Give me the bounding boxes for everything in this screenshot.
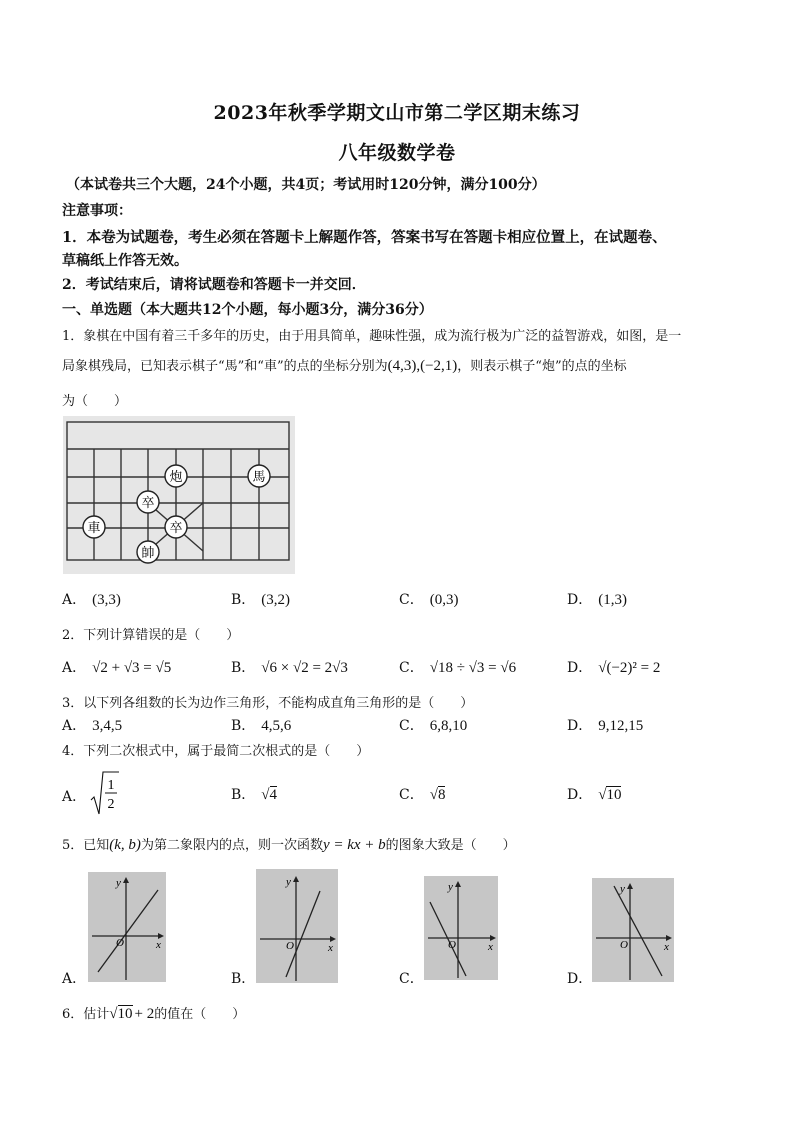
q1-option-a[interactable]	[62, 589, 121, 609]
option-label: B．	[231, 660, 256, 676]
axis-y-label: y	[286, 876, 291, 888]
option-value: 10	[606, 787, 622, 803]
q5-stem-b: 为第二象限内的点，则一次函数	[140, 838, 323, 853]
q1-option-b[interactable]	[231, 589, 290, 609]
q5-stem-c: 的图象大致是（ ）	[385, 838, 516, 853]
q1-stem-line-3: 为（ ）	[62, 394, 128, 409]
piece-zu-2-label: 卒	[169, 521, 183, 536]
q5-stem-a: 5．已知	[62, 838, 110, 853]
q1-option-d[interactable]	[567, 589, 627, 609]
q5-option-d[interactable]	[567, 968, 592, 988]
q6-stem-c: 的值在（ ）	[154, 1007, 246, 1022]
q2-stem: 2．下列计算错误的是（ ）	[62, 628, 240, 643]
option-value: √18 ÷ √3 = √6	[429, 660, 517, 676]
origin-label: O	[286, 940, 294, 952]
option-value: √(−2)² = 2	[598, 660, 661, 676]
option-label: A．	[62, 971, 87, 987]
chess-piece-zu-2	[165, 516, 187, 538]
option-value: 4	[269, 787, 278, 803]
graph-option-c	[424, 876, 498, 980]
q1-coordinates: (4,3),(−2,1)	[387, 358, 458, 374]
axis-x-label: x	[488, 941, 493, 953]
option-value: 9,12,15	[598, 718, 644, 734]
origin-label: O	[116, 937, 124, 949]
piece-zu-1-label: 卒	[141, 496, 155, 511]
option-value: (3,3)	[92, 592, 121, 608]
axis-x-label: x	[664, 941, 669, 953]
option-value: (3,2)	[261, 592, 291, 608]
option-label: C．	[399, 660, 424, 676]
q2-option-a[interactable]	[62, 657, 171, 677]
q3-option-b[interactable]	[231, 715, 291, 735]
graph-option-b	[256, 869, 338, 983]
piece-ma-label: 馬	[252, 470, 266, 485]
option-label: B．	[231, 971, 256, 987]
chess-piece-ju	[83, 516, 105, 538]
piece-ju-label: 車	[87, 521, 101, 536]
q1-option-c[interactable]	[399, 589, 458, 609]
option-label: D．	[567, 787, 593, 803]
q1-stem-text-b: ，则表示棋子“炮”的点的坐标	[457, 359, 627, 374]
option-label: A．	[62, 660, 87, 676]
sqrt-sign: √	[429, 787, 438, 803]
q6-radicand: 10	[117, 1006, 133, 1022]
axis-x-label: x	[328, 942, 333, 954]
exam-title: 2023年秋季学期文山市第二学区期末练习	[213, 102, 581, 124]
option-value: √2 + √3 = √5	[92, 660, 172, 676]
note-1-line-1: 1．本卷为试题卷，考生必须在答题卡上解题作答，答案书写在答题卡相应位置上，在试题卷、	[62, 229, 667, 246]
q5-option-b[interactable]	[231, 968, 255, 988]
q5-option-a[interactable]	[62, 968, 86, 988]
q3-option-c[interactable]	[399, 715, 467, 735]
option-label: B．	[231, 592, 256, 608]
option-label: A．	[62, 592, 87, 608]
q6-stem-a: 6．估计	[62, 1007, 110, 1022]
piece-pao-label: 炮	[169, 470, 183, 485]
option-label: A．	[62, 718, 87, 734]
option-label: D．	[567, 592, 593, 608]
graph-option-d	[592, 878, 674, 982]
sqrt-sign: √	[109, 1006, 118, 1022]
option-label: D．	[567, 971, 593, 987]
notes-heading: 注意事项：	[62, 203, 132, 219]
option-label: D．	[567, 660, 593, 676]
option-label: C．	[399, 787, 424, 803]
chess-piece-shuai	[137, 541, 159, 563]
q4-stem: 4．下列二次根式中，属于最简二次根式的是（ ）	[62, 744, 370, 759]
q6-stem	[62, 1003, 245, 1023]
q5-stem	[62, 834, 516, 854]
option-value: 3,4,5	[92, 718, 123, 734]
option-label: C．	[399, 592, 424, 608]
radical-fraction	[90, 770, 120, 816]
origin-label: O	[620, 939, 628, 951]
sqrt-sign: √	[598, 787, 607, 803]
note-1-line-2: 草稿纸上作答无效。	[62, 253, 188, 269]
origin-label: O	[448, 939, 456, 951]
axis-y-label: y	[116, 877, 121, 889]
option-label: B．	[231, 787, 256, 803]
option-label: D．	[567, 718, 593, 734]
q5-function: y = kx + b	[322, 837, 386, 853]
option-label: A．	[62, 789, 87, 805]
note-2: 2．考试结束后，请将试题卷和答题卡一并交回．	[62, 277, 366, 293]
q3-stem: 3．以下列各组数的长为边作三角形，不能构成直角三角形的是（ ）	[62, 696, 474, 711]
q2-option-d[interactable]	[567, 657, 660, 677]
q1-stem-text-a: 局象棋残局，已知表示棋子“馬”和“車”的点的坐标分别为	[62, 359, 388, 374]
q6-plus-two: + 2	[134, 1006, 155, 1022]
option-label: B．	[231, 718, 256, 734]
q4-option-c[interactable]	[399, 784, 445, 804]
q4-option-b[interactable]	[231, 784, 277, 804]
q2-option-b[interactable]	[231, 657, 348, 677]
exam-info: （本试卷共三个大题，24个小题，共4页；考试用时120分钟，满分100分）	[66, 177, 546, 193]
section-1-heading: 一、单选题（本大题共12个小题，每小题3分，满分36分）	[62, 302, 433, 318]
option-value: 8	[437, 787, 446, 803]
q5-point: (k, b)	[109, 837, 141, 853]
piece-shuai-label: 帥	[141, 546, 155, 561]
fraction-denominator: 2	[107, 797, 115, 812]
q1-stem-line-2	[62, 355, 627, 375]
q2-option-c[interactable]	[399, 657, 516, 677]
graph-option-a	[88, 872, 166, 982]
q3-option-a[interactable]	[62, 715, 122, 735]
chess-piece-ma	[248, 465, 270, 487]
option-label: C．	[399, 718, 424, 734]
fraction-numerator: 1	[107, 778, 115, 793]
sqrt-sign: √	[261, 787, 270, 803]
option-value: (1,3)	[598, 592, 627, 608]
option-label: C．	[399, 971, 424, 987]
option-value: 6,8,10	[429, 718, 468, 734]
q5-option-c[interactable]	[399, 968, 424, 988]
axis-y-label: y	[620, 883, 625, 895]
axis-x-label: x	[156, 939, 161, 951]
q3-option-d[interactable]	[567, 715, 643, 735]
q4-option-d[interactable]	[567, 784, 621, 804]
option-value: (0,3)	[429, 592, 459, 608]
q1-stem-line-1: 1．象棋在中国有着三千多年的历史，由于用具简单，趣味性强，成为流行极为广泛的益智游戏，如图，是一	[62, 329, 682, 344]
exam-subtitle: 八年级数学卷	[338, 142, 456, 164]
option-value: 4,5,6	[261, 718, 292, 734]
chess-piece-zu-1	[137, 491, 159, 513]
option-value: √6 × √2 = 2√3	[261, 660, 348, 676]
axis-y-label: y	[448, 881, 453, 893]
chess-piece-pao	[165, 465, 187, 487]
chess-board-figure	[63, 416, 295, 574]
